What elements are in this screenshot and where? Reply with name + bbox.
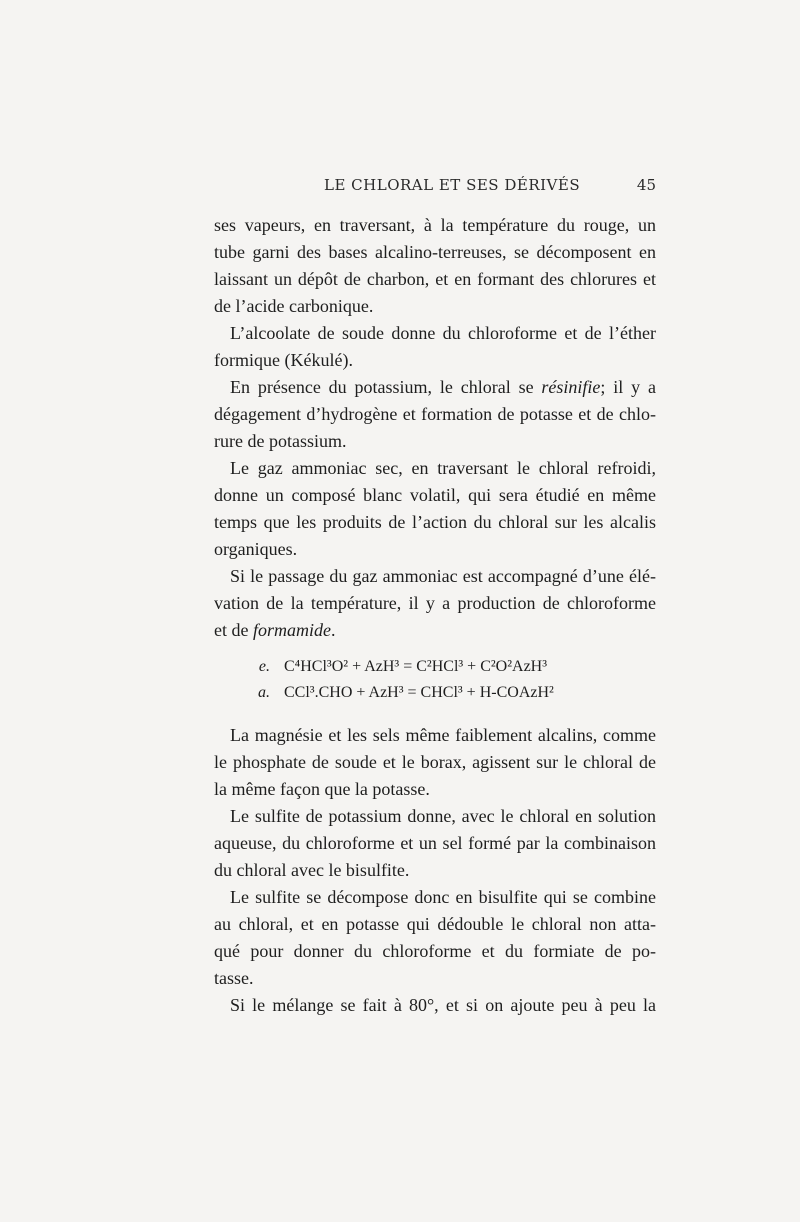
text-line: organiques. xyxy=(214,539,298,559)
text-line: aqueuse, du chloroforme et un sel formé par la combinaison xyxy=(214,833,656,853)
text-line: du chloral avec le bisulfite. xyxy=(214,860,410,880)
paragraph-4 xyxy=(214,455,656,563)
equation: C⁴HCl³O² + AzH³ = C²HCl³ + C²O²AzH³ xyxy=(284,658,548,675)
equation: CCl³.CHO + AzH³ = CHCl³ + H-COAzH² xyxy=(284,684,554,701)
body-text xyxy=(214,212,656,1019)
text-line: Le gaz ammoniac sec, en traversant le chloral refroidi, xyxy=(230,458,656,478)
italic-term: formamide xyxy=(252,620,331,640)
text-line xyxy=(214,617,656,644)
italic-term: résinifie xyxy=(541,377,601,397)
text-line: laissant un dépôt de charbon, et en formant des chlorures et xyxy=(214,269,656,289)
page-number: 45 xyxy=(636,176,656,194)
text-line: ses vapeurs, en traversant, à la température du rouge, un xyxy=(214,215,656,235)
text-line: La magnésie et les sels même faiblement alcalins, comme xyxy=(230,725,656,745)
text-line: tube garni des bases alcalino-terreuses, se décomposent en xyxy=(214,242,656,262)
text-line: L’alcoolate de soude donne du chloroforme et de l’éther xyxy=(230,323,656,343)
running-header xyxy=(214,176,656,200)
equation-label: e. xyxy=(258,658,270,675)
text-line: la même façon que la potasse. xyxy=(214,779,430,799)
text-line: dégagement d’hydrogène et formation de potasse et de chlo- xyxy=(214,404,656,424)
chemical-equations xyxy=(214,654,656,706)
paragraph-9 xyxy=(214,992,656,1019)
text-line: formique (Kékulé). xyxy=(214,350,353,370)
equation-row xyxy=(214,680,656,706)
text-line: temps que les produits de l’action du chloral sur les alcalis xyxy=(214,512,656,532)
paragraph-6 xyxy=(214,722,656,803)
text-line: au chloral, et en potasse qui dédouble le chloral non atta- xyxy=(214,914,656,934)
text-line: qué pour donner du chloroforme et du formiate de po- xyxy=(214,941,656,961)
paragraph-7 xyxy=(214,803,656,884)
header-title: LE CHLORAL ET SES DÉRIVÉS xyxy=(324,176,581,194)
text-line: donne un composé blanc volatil, qui sera étudié en même xyxy=(214,485,656,505)
text-line: de l’acide carbonique. xyxy=(214,296,374,316)
paragraph-2 xyxy=(214,320,656,374)
text-run: En présence du potassium, le chloral se xyxy=(230,377,542,397)
text-line: Si le mélange se fait à 80°, et si on ajoute peu à peu la xyxy=(230,995,656,1015)
text-run: ; il y a xyxy=(600,377,656,397)
paragraph-1 xyxy=(214,212,656,320)
text-line xyxy=(214,374,656,401)
equation-row xyxy=(214,654,656,680)
text-run: et de xyxy=(214,620,253,640)
text-line: tasse. xyxy=(214,968,254,988)
paragraph-5 xyxy=(214,563,656,644)
text-line: Le sulfite se décompose donc en bisulfite qui se combine xyxy=(230,887,656,907)
text-line: le phosphate de soude et le borax, agissent sur le chloral de xyxy=(214,752,656,772)
paragraph-3 xyxy=(214,374,656,455)
equation-label: a. xyxy=(258,684,270,701)
text-line: Si le passage du gaz ammoniac est accompagné d’une élé- xyxy=(230,566,656,586)
text-run: . xyxy=(330,620,336,640)
text-line: rure de potassium. xyxy=(214,431,347,451)
text-line: Le sulfite de potassium donne, avec le chloral en solution xyxy=(230,806,656,826)
paragraph-8 xyxy=(214,884,656,992)
text-line: vation de la température, il y a production de chloroforme xyxy=(214,593,656,613)
